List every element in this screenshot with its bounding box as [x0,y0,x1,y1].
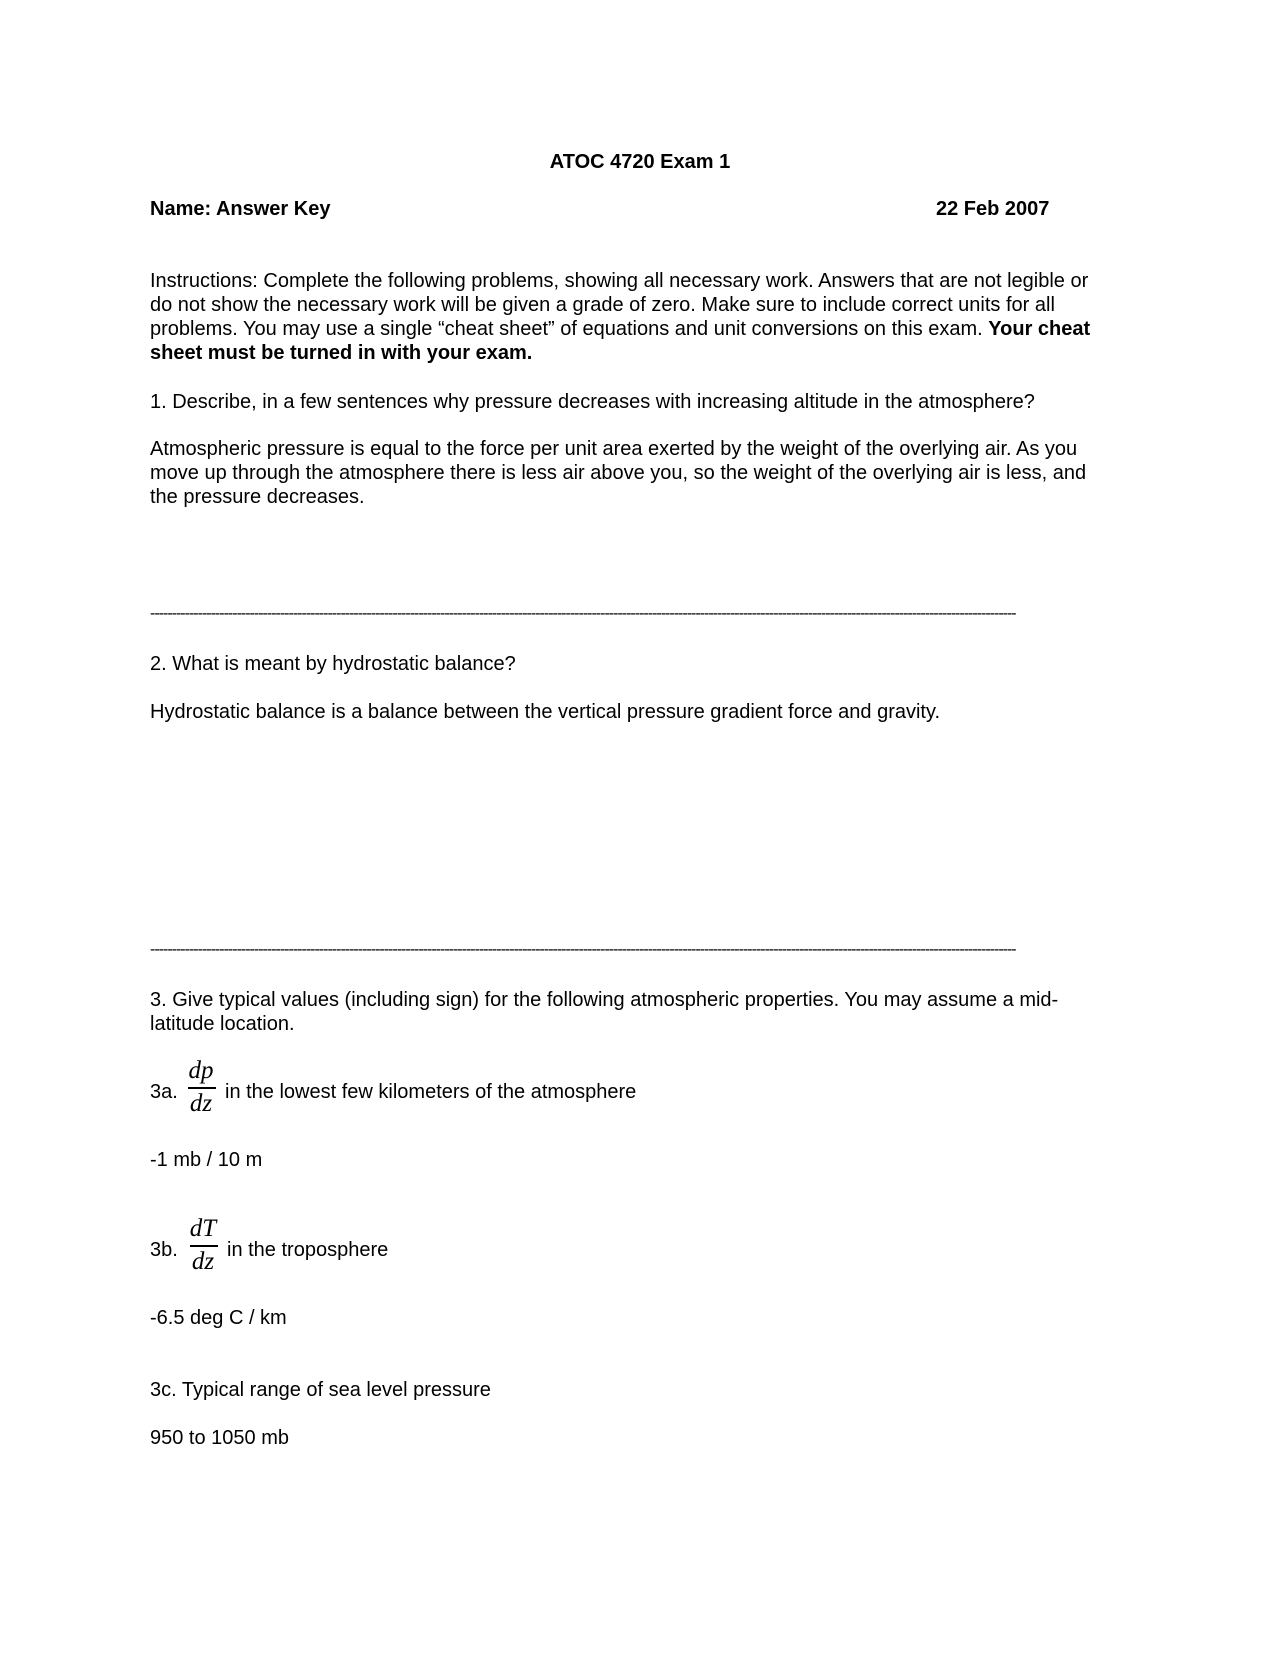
question-3a-label: 3a. [150,1081,178,1103]
fraction-denominator: dz [191,1248,215,1275]
fraction-bar [190,1245,218,1247]
question-3a-text: in the lowest few kilometers of the atmosphere [225,1081,637,1103]
exam-date: 22 Feb 2007 [936,198,1050,220]
question-2: 2. What is meant by hydrostatic balance? [150,653,516,675]
instructions [150,269,1110,365]
instructions-text: Instructions: Complete the following problems, showing all necessary work. Answers that are not legible or do not show the necessary work will be given a grade of zero. Make sure to include correct units for all problems. You may use a single “cheat sheet” of equations and unit conversions on this exam. [150,270,1089,340]
answer-3c: 950 to 1050 mb [150,1427,289,1449]
question-3b [150,1216,850,1286]
question-3b-label: 3b. [150,1239,178,1261]
separator-2: -------------------------------------------------------------------------------------------------------------------------------------------------------------------------------------------------------- [150,942,1016,958]
answer-2: Hydrostatic balance is a balance between the vertical pressure gradient force and gravity. [150,701,941,723]
question-3a [150,1058,850,1128]
fraction-denominator: dz [189,1090,213,1117]
exam-title: ATOC 4720 Exam 1 [549,151,731,173]
fraction-numerator: dT [189,1215,217,1242]
answer-3b: -6.5 deg C / km [150,1307,287,1329]
fraction-bar [188,1087,216,1089]
fraction-numerator: dp [188,1057,214,1084]
answer-3a: -1 mb / 10 m [150,1149,263,1171]
instructions-bold-text: Your cheat sheet must be turned in with your exam. [150,318,1091,364]
answer-1: Atmospheric pressure is equal to the force per unit area exerted by the weight of the overlying air. As you move up through the atmosphere there is less air above you, so the weight of the overlying air is less, and the pressure decreases. [150,438,1087,508]
separator-1: -------------------------------------------------------------------------------------------------------------------------------------------------------------------------------------------------------- [150,606,1016,622]
question-3c: 3c. Typical range of sea level pressure [150,1379,491,1401]
question-1: 1. Describe, in a few sentences why pressure decreases with increasing altitude in the atmosphere? [150,391,1035,413]
question-3b-text: in the troposphere [227,1239,389,1261]
student-name: Name: Answer Key [150,198,331,220]
question-3: 3. Give typical values (including sign) for the following atmospheric properties. You may assume a mid-latitude location. [150,989,1059,1035]
